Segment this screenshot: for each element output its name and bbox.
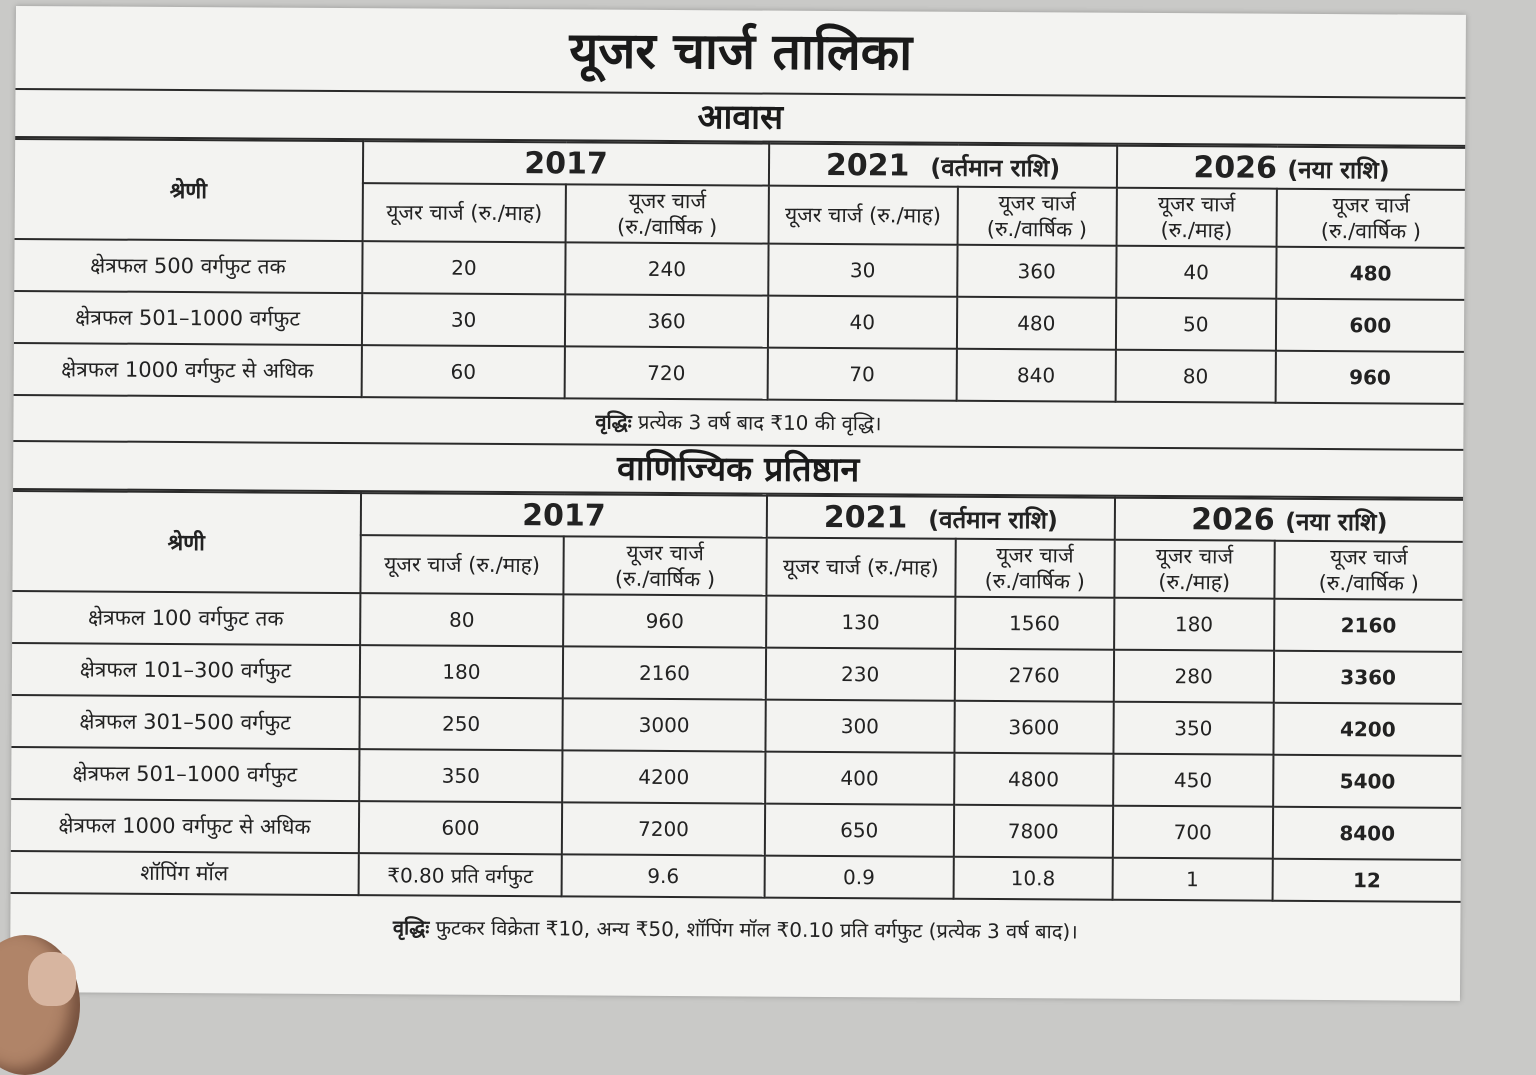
header-line: (रु./वार्षिक ): [614, 566, 716, 592]
category-cell: क्षेत्रफल 101–300 वर्गफुट: [12, 643, 360, 697]
value-cell: 360: [957, 245, 1117, 298]
year-label: 2017: [524, 145, 608, 182]
commercial-table: [11, 490, 1463, 903]
value-cell: 3600: [954, 701, 1114, 754]
yearly-header: [1274, 541, 1463, 600]
header-line: यूजर चार्ज: [1157, 191, 1236, 217]
value-cell: 180: [1114, 598, 1274, 651]
category-cell: शॉपिंग मॉल: [11, 851, 359, 895]
yearly-header: [955, 539, 1115, 598]
table-row: [11, 747, 1461, 808]
note-label: वृद्धिः: [392, 915, 430, 940]
value-cell: 7200: [562, 802, 765, 855]
monthly-header: यूजर चार्ज (रु./माह): [769, 186, 958, 245]
value-cell: 1: [1113, 858, 1273, 901]
monthly-header: यूजर चार्ज (रु./माह): [766, 538, 955, 597]
year-label: 2026: [1193, 149, 1278, 186]
category-header: श्रेणी: [12, 491, 361, 593]
value-cell: 400: [765, 752, 954, 805]
monthly-header: यूजर चार्ज (रु./माह): [363, 183, 566, 242]
year-label: 2017: [522, 497, 606, 534]
category-cell: क्षेत्रफल 500 वर्गफुट तक: [14, 239, 362, 293]
category-header: श्रेणी: [15, 139, 364, 241]
value-cell: 280: [1114, 650, 1274, 703]
header-line: यूजर चार्ज: [1155, 543, 1234, 569]
header-line: (रु./माह): [1160, 217, 1233, 243]
value-cell: 2160: [1274, 599, 1463, 652]
year-2021-header: [767, 496, 1115, 540]
table-row: [14, 239, 1464, 300]
year-2026-header: [1117, 146, 1465, 190]
value-cell: 960: [563, 594, 766, 647]
commercial-increase-note: [10, 894, 1460, 965]
value-cell: 7800: [953, 805, 1113, 858]
commercial-heading: वाणिज्यिक प्रतिष्ठान: [13, 442, 1463, 499]
value-cell: 600: [359, 801, 562, 854]
value-cell: 180: [360, 645, 563, 698]
value-cell: 10.8: [953, 857, 1113, 900]
year-2026-header: [1115, 498, 1463, 542]
value-cell: 9.6: [562, 854, 765, 897]
table-row: [12, 591, 1462, 652]
page-title: यूजर चार्ज तालिका: [15, 6, 1465, 99]
document-sheet: [10, 6, 1466, 1001]
value-cell: 3000: [562, 698, 765, 751]
yearly-header: [563, 536, 766, 595]
value-cell: 240: [565, 242, 768, 295]
monthly-header: [1117, 188, 1277, 247]
year-header-row: [15, 139, 1465, 190]
value-cell: 30: [768, 244, 957, 297]
header-line: (रु./वार्षिक ): [616, 214, 718, 240]
value-cell: 80: [1116, 350, 1276, 403]
monthly-header: यूजर चार्ज (रु./माह): [360, 535, 563, 594]
table-row: [14, 343, 1464, 404]
year-header-row: [13, 491, 1463, 542]
header-line: यूजर चार्ज: [998, 191, 1076, 216]
value-cell: 20: [362, 241, 565, 294]
category-cell: क्षेत्रफल 1000 वर्गफुट से अधिक: [11, 799, 359, 853]
category-cell: क्षेत्रफल 301–500 वर्गफुट: [11, 695, 359, 749]
year-label: 2021: [823, 499, 908, 535]
header-line: यूजर चार्ज: [1332, 193, 1410, 218]
yearly-header: [1276, 189, 1465, 248]
value-cell: 230: [766, 648, 955, 701]
year-label: 2026: [1191, 501, 1275, 538]
value-cell: ₹0.80 प्रति वर्गफुट: [359, 853, 562, 896]
value-cell: 12: [1272, 859, 1461, 902]
year-2017-header: [361, 493, 767, 537]
table-row: [11, 695, 1461, 756]
value-cell: 450: [1113, 754, 1273, 807]
yearly-header: [957, 187, 1117, 246]
value-cell: 480: [956, 297, 1116, 350]
year-label: 2021: [825, 147, 910, 183]
header-line: (रु./वार्षिक ): [986, 216, 1088, 242]
value-cell: 840: [956, 349, 1116, 402]
value-cell: 50: [1116, 298, 1276, 351]
value-cell: 0.9: [765, 856, 954, 899]
value-cell: 350: [359, 749, 562, 802]
header-line: यूजर चार्ज: [996, 542, 1074, 568]
residential-table: [14, 138, 1466, 405]
value-cell: 720: [565, 346, 768, 399]
table-row: [12, 643, 1462, 704]
yearly-header: [566, 184, 769, 243]
value-cell: 960: [1275, 351, 1464, 404]
header-line: यूजर चार्ज: [1330, 545, 1408, 570]
residential-heading: आवास: [15, 90, 1465, 147]
header-line: यूजर चार्ज: [626, 540, 704, 566]
note-label: वृद्धिः: [595, 409, 632, 434]
table-row: [14, 291, 1464, 352]
year-note: (वर्तमान राशि): [928, 505, 1059, 534]
value-cell: 2160: [563, 646, 766, 699]
value-cell: 40: [1116, 246, 1276, 299]
category-cell: क्षेत्रफल 501–1000 वर्गफुट: [14, 291, 362, 345]
value-cell: 5400: [1273, 755, 1462, 808]
category-cell: क्षेत्रफल 1000 वर्गफुट से अधिक: [14, 343, 362, 397]
category-cell: क्षेत्रफल 501–1000 वर्गफुट: [11, 747, 359, 801]
value-cell: 60: [362, 345, 565, 398]
note-text: फुटकर विक्रेता ₹10, अन्य ₹50, शॉपिंग मॉल ₹0.10 प्रति वर्गफुट (प्रत्येक 3 वर्ष बाद)।: [435, 915, 1078, 944]
value-cell: 3360: [1273, 651, 1462, 704]
year-2021-header: [769, 144, 1117, 188]
value-cell: 650: [765, 804, 954, 857]
year-note: (नया राशि): [1285, 507, 1388, 536]
value-cell: 350: [1113, 702, 1273, 755]
header-line: (रु./वार्षिक ): [1318, 570, 1419, 596]
value-cell: 250: [359, 697, 562, 750]
year-note: (वर्तमान राशि): [930, 153, 1061, 182]
value-cell: 4200: [1273, 703, 1462, 756]
value-cell: 1560: [955, 597, 1115, 650]
value-cell: 30: [362, 293, 565, 346]
monthly-header: [1114, 540, 1274, 599]
value-cell: 480: [1276, 247, 1465, 300]
value-cell: 2760: [954, 649, 1114, 702]
value-cell: 4800: [954, 753, 1114, 806]
value-cell: 300: [765, 700, 954, 753]
category-cell: क्षेत्रफल 100 वर्गफुट तक: [12, 591, 360, 645]
value-cell: 130: [766, 596, 955, 649]
year-2017-header: [363, 141, 769, 185]
year-note: (नया राशि): [1287, 155, 1390, 184]
value-cell: 700: [1113, 806, 1273, 859]
value-cell: 600: [1275, 299, 1464, 352]
value-cell: 8400: [1272, 807, 1461, 860]
thumbnail-nail: [28, 952, 76, 1006]
table-row: [11, 851, 1461, 902]
table-row: [11, 799, 1461, 860]
value-cell: 70: [768, 348, 957, 401]
value-cell: 40: [768, 296, 957, 349]
header-line: यूजर चार्ज: [628, 188, 707, 214]
note-text: प्रत्येक 3 वर्ष बाद ₹10 की वृद्धि।: [637, 409, 882, 436]
value-cell: 360: [565, 294, 768, 347]
value-cell: 4200: [562, 750, 765, 803]
header-line: (रु./वार्षिक ): [1320, 218, 1422, 244]
value-cell: 80: [360, 593, 563, 646]
header-line: (रु./वार्षिक ): [984, 568, 1085, 594]
header-line: (रु./माह): [1158, 569, 1231, 595]
